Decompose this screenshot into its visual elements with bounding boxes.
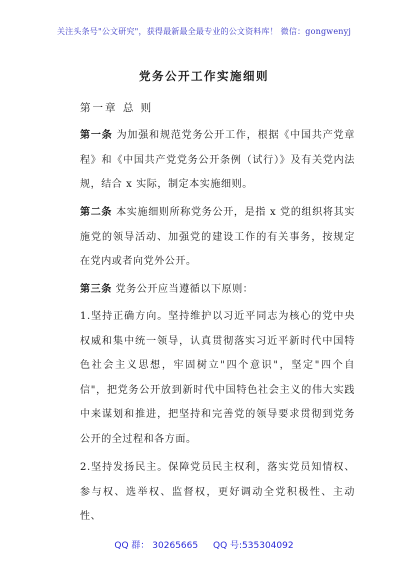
document-title: 党务公开工作实施细则	[139, 69, 269, 83]
article-label: 第二条	[80, 207, 113, 218]
article-2	[80, 201, 355, 275]
article-text: 为加强和规范党务公开工作，根据《中国共产党章程》和《中国共产党党务公开条例（试行）》及有关党内法规，结合 x 实际，制定本实施细则。	[80, 130, 355, 190]
article-label: 第一条	[80, 130, 113, 141]
header-promo-note: 关注头条号"公文研究"，获得最新最全最专业的公文资料库！ 微信：gongwenyj	[56, 27, 352, 36]
principle-item-2: 2.坚持发扬民主。保障党员民主权利，落实党员知情权、参与权、选举权、监督权，更好调动全党积极性、主动性、	[80, 462, 355, 522]
principle-item-1: 1.坚持正确方向。坚持维护以习近平同志为核心的党中央权威和集中统一领导，认真贯彻落实习近平新时代中国特色社会主义思想，牢固树立"四个意识"，坚定"四个自信"，把党务公开放到新时代中国特色社会主义的伟大实践中来谋划和推进，把坚持和完善党的领导要求贯彻到党务公开的全过程和各方面。	[80, 311, 355, 445]
chapter-heading: 第一章 总 则	[80, 102, 154, 114]
footer	[0, 538, 408, 551]
footer-qq-group: QQ 群： 30265665	[114, 541, 199, 551]
article-text: 党务公开应当遵循以下原则：	[115, 284, 254, 295]
article-text: 本实施细则所称党务公开，是指 x 党的组织将其实施党的领导活动、加强党的建设工作的有关事务，按规定在党内或者向党外公开。	[80, 207, 355, 267]
article-3	[80, 278, 355, 303]
article-1	[80, 124, 355, 198]
article-label: 第三条	[80, 284, 112, 295]
footer-qq-number: QQ 号:535304092	[212, 541, 294, 551]
